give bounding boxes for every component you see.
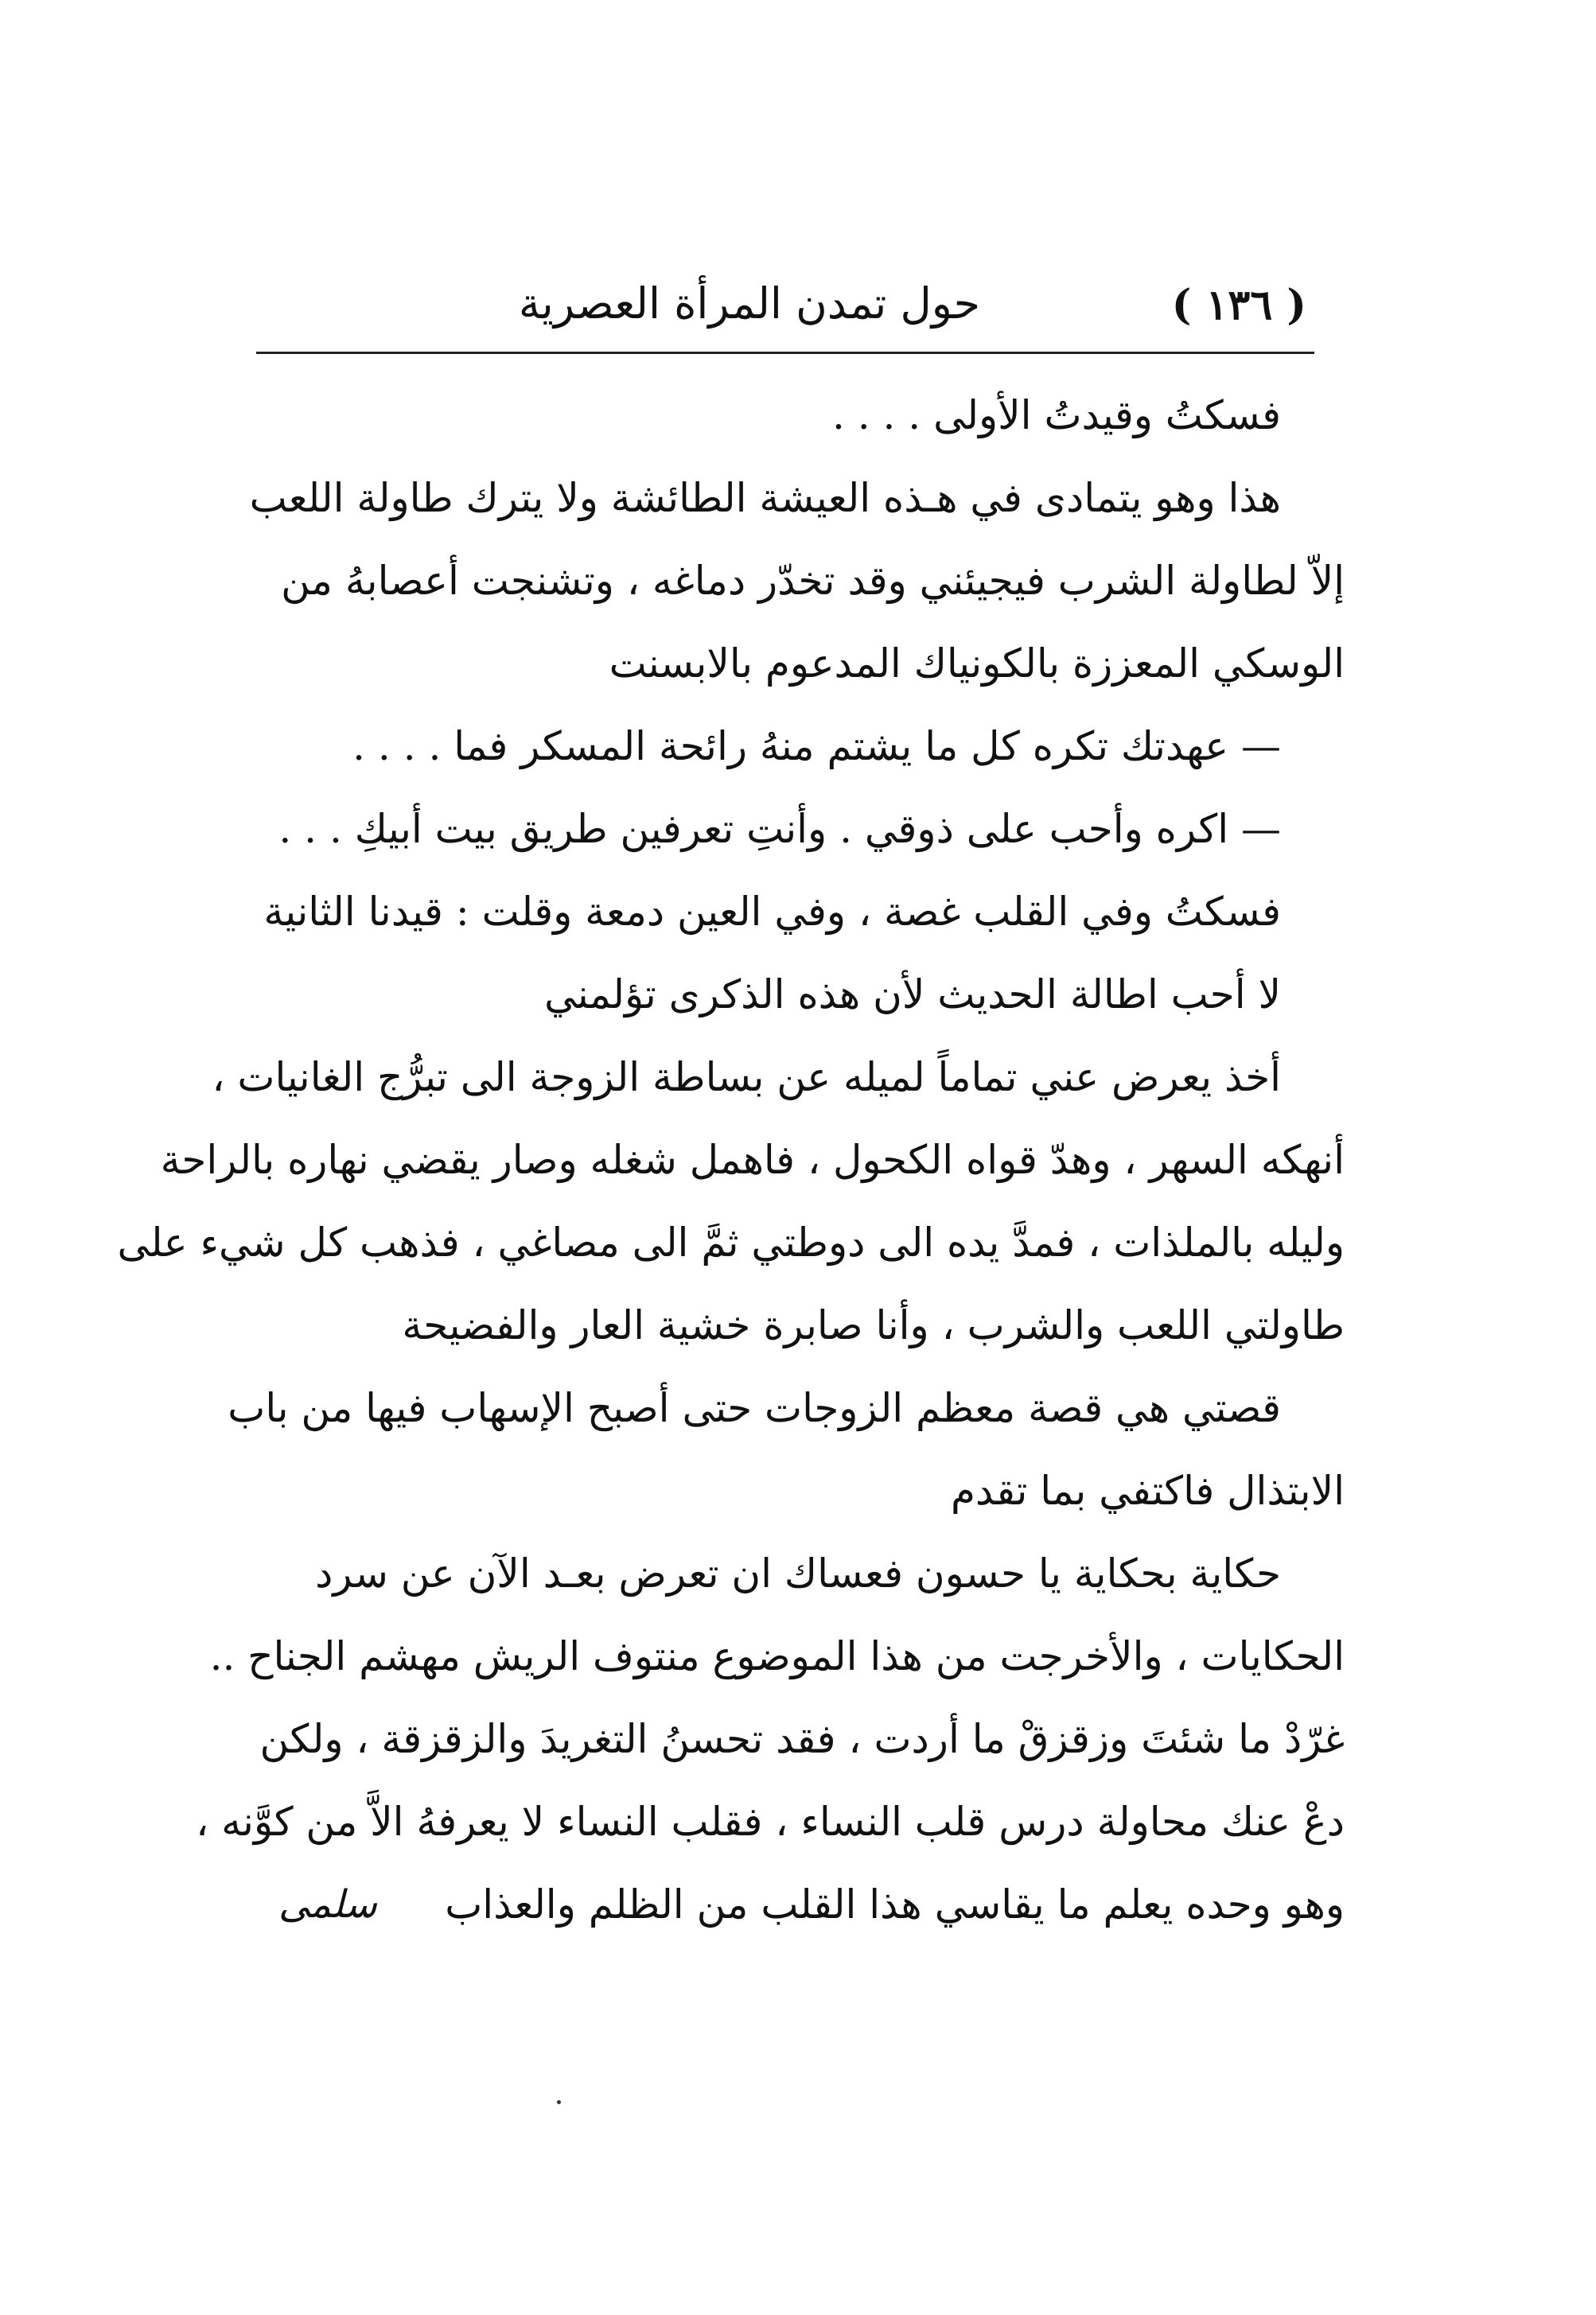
dialogue-line: — اكره وأحب على ذوقي . وأنتِ تعرفين طريق بيت أبيكِ . . . — [278, 806, 1281, 852]
text-line: الوسكي المعززة بالكونياك المدعوم بالابسنت — [609, 640, 1345, 687]
author-signature: سلمى — [278, 1882, 377, 1927]
text-line: أخذ يعرض عني تماماً لميله عن بساطة الزوجة الى تبرُّج الغانيات ، — [212, 1054, 1281, 1100]
dialogue-line: — عهدتك تكره كل ما يشتم منهُ رائحة المسكر فما . . . . — [352, 723, 1281, 769]
text-line: فسكتُ وقيدتُ الأولى . . . . — [831, 392, 1281, 438]
page-header — [256, 274, 1314, 346]
text-line: هذا وهو يتمادى في هـذه العيشة الطائشة ولا يترك طاولة اللعب — [249, 475, 1281, 521]
text-line: لا أحب اطالة الحديث لأن هذه الذكرى تؤلمني — [544, 971, 1281, 1017]
text-line: الابتذال فاكتفي بما تقدم — [950, 1468, 1345, 1514]
text-line: قصتي هي قصة معظم الزوجات حتى أصبح الإسهاب فيها من باب — [228, 1385, 1281, 1431]
text-line: إلاّ لطاولة الشرب فيجيئني وقد تخدّر دماغه ، وتشنجت أعصابهُ من — [281, 558, 1345, 604]
text-line: وليله بالملذات ، فمدَّ يده الى دوطتي ثمَّ الى مصاغي ، فذهب كل شيء على — [117, 1220, 1345, 1266]
text-line: غرّدْ ما شئتَ وزقزقْ ما أردت ، فقد تحسنُ التغريدَ والزقزقة ، ولكن — [259, 1716, 1345, 1762]
text-line: طاولتي اللعب والشرب ، وأنا صابرة خشية العار والفضيحة — [402, 1302, 1345, 1348]
header-rule — [256, 352, 1314, 354]
page-number: ( ١٣٦ ) — [1171, 281, 1306, 329]
scan-speck — [557, 2100, 561, 2104]
text-line: الحكايات ، والأخرجت من هذا الموضوع منتوف الريش مهشم الجناح .. — [209, 1633, 1345, 1679]
closing-line — [263, 1863, 1345, 1946]
text-line: أنهكه السهر ، وهدّ قواه الكحول ، فاهمل شغله وصار يقضي نهاره بالراحة — [160, 1137, 1345, 1183]
text-line: وهو وحده يعلم ما يقاسي هذا القلب من الظلم والعذاب — [445, 1881, 1345, 1928]
text-line: دعْ عنك محاولة درس قلب النساء ، فقلب النساء لا يعرفهُ الاَّ من كوَّنه ، — [196, 1799, 1345, 1845]
text-line: حكاية بحكاية يا حسون فعساك ان تعرض بعـد الآن عن سرد — [315, 1550, 1281, 1597]
text-line: فسكتُ وفي القلب غصة ، وفي العين دمعة وقلت : قيدنا الثانية — [263, 889, 1281, 935]
running-title: حول تمدن المرأة العصرية — [518, 278, 980, 329]
body-text — [117, 374, 1345, 1946]
